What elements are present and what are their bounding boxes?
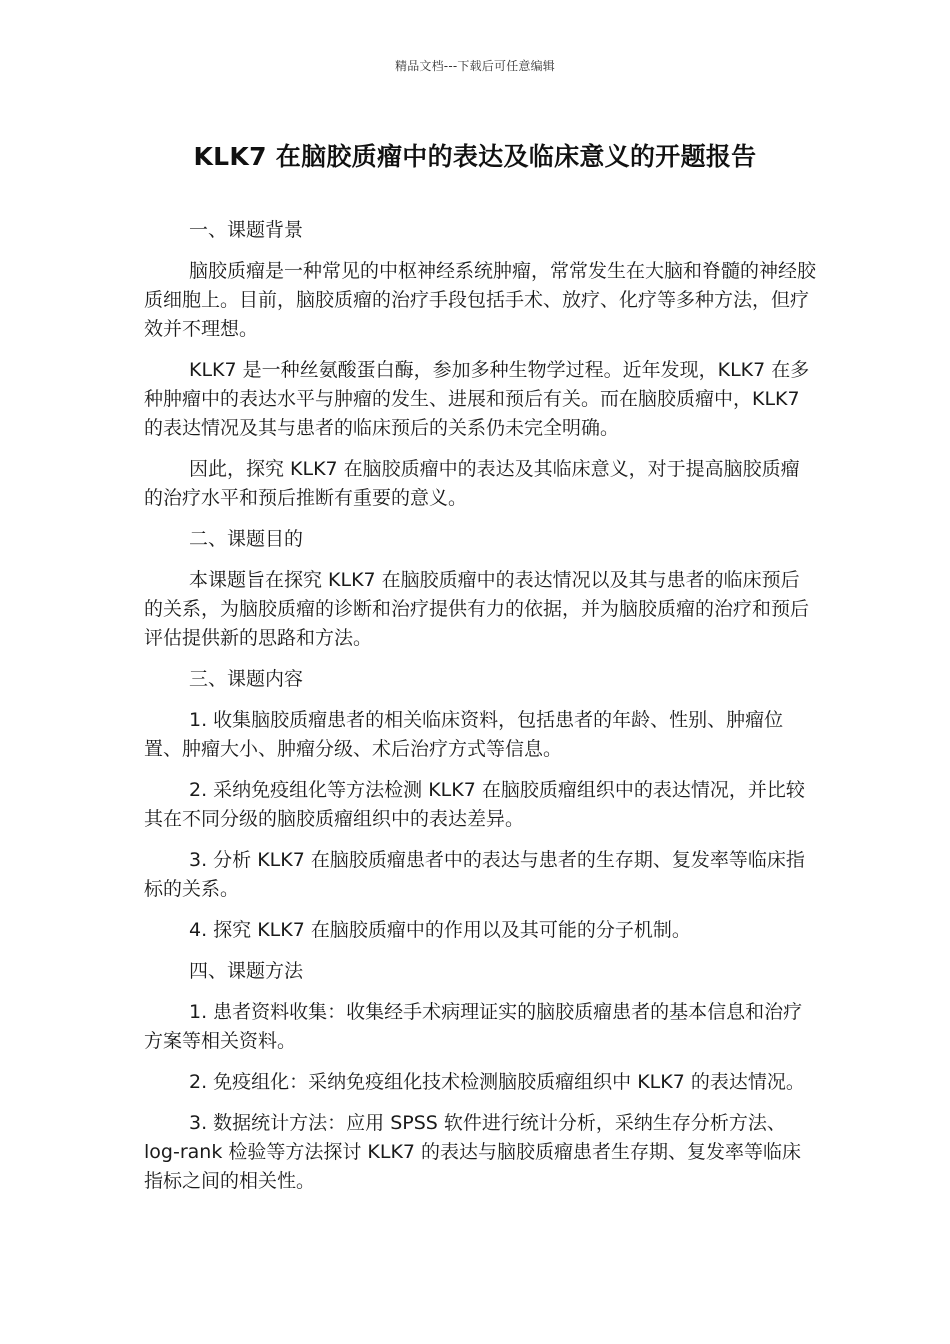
page-header: 精品文档---下载后可任意编辑 [395,59,555,73]
list-item: 3. 分析 KLK7 在脑胶质瘤患者中的表达与患者的生存期、复发率等临床指标的关系。 [144,849,805,900]
section-heading: 三、课题内容 [189,668,304,690]
section-heading: 二、课题目的 [189,528,304,550]
section-background [144,216,816,513]
list-item: 3. 数据统计方法：应用 SPSS 软件进行统计分析，采纳生存分析方法、log-rank 检验等方法探讨 KLK7 的表达与脑胶质瘤患者生存期、复发率等临床指标之间的相关性。 [144,1112,802,1192]
section-purpose [144,525,816,653]
list-item: 2. 免疫组化：采纳免疫组化技术检测脑胶质瘤组织中 KLK7 的表达情况。 [189,1071,805,1093]
paragraph: 因此，探究 KLK7 在脑胶质瘤中的表达及其临床意义，对于提高脑胶质瘤的治疗水平和预后推断有重要的意义。 [144,458,800,509]
list-item: 1. 患者资料收集：收集经手术病理证实的脑胶质瘤患者的基本信息和治疗方案等相关资料。 [144,1001,803,1052]
section-content [144,665,816,945]
section-methods [144,957,816,1196]
list-item: 2. 采纳免疫组化等方法检测 KLK7 在脑胶质瘤组织中的表达情况，并比较其在不同分级的脑胶质瘤组织中的表达差异。 [144,779,805,830]
document-body [144,216,816,1208]
section-heading: 四、课题方法 [189,960,304,982]
list-item: 4. 探究 KLK7 在脑胶质瘤中的作用以及其可能的分子机制。 [189,919,691,941]
paragraph: 脑胶质瘤是一种常见的中枢神经系统肿瘤，常常发生在大脑和脊髓的神经胶质细胞上。目前，脑胶质瘤的治疗手段包括手术、放疗、化疗等多种方法，但疗效并不理想。 [144,260,817,340]
list-item: 1. 收集脑胶质瘤患者的相关临床资料，包括患者的年龄、性别、肿瘤位置、肿瘤大小、肿瘤分级、术后治疗方式等信息。 [144,709,784,760]
paragraph: KLK7 是一种丝氨酸蛋白酶，参加多种生物学过程。近年发现，KLK7 在多种肿瘤中的表达水平与肿瘤的发生、进展和预后有关。而在脑胶质瘤中，KLK7 的表达情况及其与患者的临床预后的关系仍未完全明确。 [144,359,810,439]
section-heading: 一、课题背景 [189,219,304,241]
document-title: KLK7 在脑胶质瘤中的表达及临床意义的开题报告 [193,142,757,171]
paragraph: 本课题旨在探究 KLK7 在脑胶质瘤中的表达情况以及其与患者的临床预后的关系，为脑胶质瘤的诊断和治疗提供有力的依据，并为脑胶质瘤的治疗和预后评估提供新的思路和方法。 [144,569,810,649]
